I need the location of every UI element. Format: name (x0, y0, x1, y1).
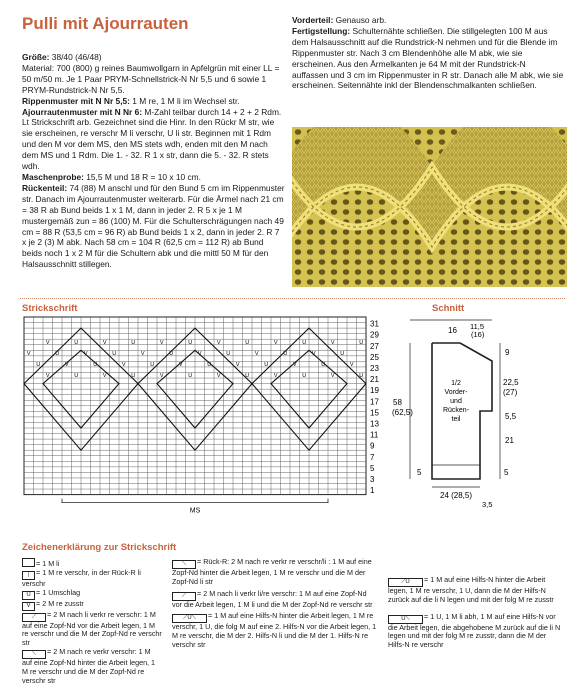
svg-text:V: V (178, 361, 183, 368)
svg-text:U: U (302, 373, 307, 380)
legend-title: Zeichenerklärung zur Strickschrift (22, 542, 177, 553)
piece-l5: teil (451, 416, 461, 423)
legend-text: = 2 M nach li verkr li/re verschr: 1 M auf eine Zopf-Nd vor die Arbeit legen, 1 M li und die M der Zopf-Nd re verschr str (172, 588, 373, 609)
svg-text:U: U (359, 339, 364, 346)
svg-text:V: V (330, 339, 335, 346)
legend-item (22, 648, 162, 685)
svg-text:U: U (169, 350, 174, 357)
knit-photo (292, 127, 567, 287)
ajour-label: Ajourrautenmuster mit N Nr 6: (22, 106, 143, 117)
dim-5a: 5 (417, 468, 422, 477)
schnitt-label: Schnitt (432, 303, 465, 314)
cross-left-purl-symbol: ⟋ (172, 592, 196, 601)
dim-55: 5,5 (505, 412, 517, 421)
svg-text:U: U (283, 350, 288, 357)
row-number: 3 (370, 474, 375, 484)
svg-text:V: V (140, 350, 145, 357)
ruecken-label: Rückenteil: (22, 182, 68, 193)
dim-11: 11,5 (470, 322, 485, 331)
page-title: Pulli mit Ajourrauten (22, 14, 189, 33)
svg-text:V: V (102, 373, 107, 380)
groesse-label: Größe: (22, 52, 50, 62)
fert-para (292, 26, 564, 91)
svg-text:U: U (207, 361, 212, 368)
svg-text:V: V (216, 373, 221, 380)
row-number: 17 (370, 397, 379, 407)
svg-text:V: V (235, 361, 240, 368)
svg-text:U: U (188, 339, 193, 346)
row-number: 11 (370, 430, 379, 440)
svg-text:U: U (112, 350, 117, 357)
maschen-label: Maschenprobe: (22, 171, 84, 182)
legend-col-3 (388, 576, 563, 650)
svg-text:U: U (226, 350, 231, 357)
row-number: 9 (370, 441, 375, 451)
k2tog-symbol: V (22, 602, 35, 611)
dim-11b: (16) (471, 330, 485, 339)
svg-text:U: U (264, 361, 269, 368)
right-column (292, 15, 564, 91)
three-st-cross-symbol: ⟋U⟍ (172, 614, 207, 623)
svg-text:V: V (216, 339, 221, 346)
svg-text:U: U (150, 361, 155, 368)
chart-label: Strickschrift (22, 303, 78, 314)
svg-text:U: U (74, 373, 79, 380)
row-number: 25 (370, 352, 379, 362)
svg-text:V: V (45, 339, 50, 346)
row-number: 29 (370, 330, 379, 340)
ajour-text: M-Zahl teilbar durch 14 + 2 + 2 Rdm. Lt Strickschrift arb. Gezeichnet sind die Hinr. In den Rückr M str, wie sie erscheinen, re verschr M li verschr, U li str. Beginnen mit 1 Rdm und den M vor dem MS, den MS stets wdh, enden mit den M nach dem MS und 1 Rdm. Die 1. - 32. R 1 x str, dann die 5. - 32. R stets wdh. (22, 106, 282, 172)
vorder-text: Genauso arb. (333, 15, 387, 25)
row-number: 7 (370, 452, 375, 462)
schematic (392, 315, 572, 515)
fert-label: Fertigstellung: (292, 25, 351, 36)
dim-625: (62,5) (392, 408, 413, 417)
legend-text: = 1 M auf eine Hilfs-N hinter die Arbeit legen, 1 M re verschr, 1 U, dann die M der Hilfs-N zurück auf die li N legen und mit der folg M re zusstr (388, 575, 554, 604)
piece-l2: Vorder- (444, 389, 468, 396)
svg-text:V: V (349, 361, 354, 368)
ruecken-para (22, 183, 285, 270)
chart-row-numbers (370, 320, 379, 496)
yo-slip-cross-symbol: U⟍ (388, 615, 423, 624)
legend-col-1 (22, 558, 162, 685)
wrong-side-cross-symbol: ⟍ (172, 560, 196, 569)
dim-16: 16 (448, 326, 457, 335)
groesse-para (22, 52, 285, 63)
row-number: 13 (370, 419, 379, 429)
legend-item (22, 569, 162, 589)
svg-text:U: U (188, 373, 193, 380)
row-number: 15 (370, 408, 379, 418)
legend-text: = 1 M re verschr, in der Rück-R li verschr (22, 567, 141, 588)
svg-text:U: U (93, 361, 98, 368)
groesse-text: 38/40 (46/48) (49, 52, 102, 62)
knit-photo-art (292, 127, 567, 287)
ruecken-text: 74 (88) M anschl und für den Bund 5 cm im Rippenmuster str. Danach im Ajourrautenmuster weiterarb. Für die Ärmel nach 21 cm = 38 R ab Bund beids 1 x 1 M, dann in jeder 2. R 5 x je 1 M mustergemäß zun = 86 (100) M. Für die Schulterschrägungen nach 49 cm = 88 R (53,5 cm = 96 R) ab Bund beids 1 x 2, dann in jeder 2. R 7 x je 2 (3) M abk. Nach 58 cm = 104 R (62,5 cm = 112 R) ab Bund beids noch 1 x 2 M für die Schultern abk und die mittl 50 M für den Halsausschnitt stillegen. (22, 182, 285, 270)
yarn-over-symbol: U (22, 591, 35, 600)
legend-text: = 1 Umschlag (36, 587, 81, 597)
svg-text:U: U (74, 339, 79, 346)
legend-text: = 1 M li (36, 559, 60, 568)
svg-text:U: U (245, 339, 250, 346)
piece-l3: und (450, 398, 462, 405)
svg-text:V: V (159, 373, 164, 380)
row-number: 27 (370, 341, 379, 351)
legend-item (172, 612, 377, 649)
dim-21: 21 (505, 436, 514, 445)
svg-text:U: U (131, 339, 136, 346)
rippen-text: 1 M re, 1 M li im Wechsel str. (129, 95, 240, 106)
svg-text:V: V (64, 361, 69, 368)
left-column (22, 52, 285, 270)
row-number: 19 (370, 386, 379, 396)
knitting-chart (20, 315, 388, 523)
legend-text: = Rück-R: 2 M nach re verkr re verschr/li : 1 M auf eine Zopf-Nd hinter die Arbeit legen, 1 M re verschr und die M der Zopf-Nd li str (172, 557, 372, 586)
svg-text:V: V (254, 350, 259, 357)
svg-text:U: U (340, 350, 345, 357)
dim-225: 22,5 (503, 378, 519, 387)
vorder-para (292, 15, 564, 26)
svg-text:V: V (121, 361, 126, 368)
row-number: 31 (370, 319, 379, 329)
row-number: 23 (370, 363, 379, 373)
svg-text:U: U (131, 373, 136, 380)
legend-item (172, 590, 377, 610)
cross-yo-dec-symbol: ⟋U (388, 578, 423, 587)
ms-bracket (62, 499, 328, 503)
svg-text:V: V (292, 361, 297, 368)
vorder-label: Vorderteil: (292, 15, 334, 25)
legend-text: = 1 U, 1 M li abh, 1 M auf eine Hilfs-N vor die Arbeit legen, die abgehobene M zurück auf die li N legen und mit der folg M re zusstr, dann die M der Hilfs-N re verschr (388, 611, 561, 650)
svg-text:U: U (245, 373, 250, 380)
svg-text:U: U (359, 373, 364, 380)
svg-text:V: V (273, 339, 278, 346)
dim-5b: 5 (504, 468, 509, 477)
svg-text:U: U (302, 339, 307, 346)
ms-label: MS (189, 507, 201, 515)
legend-item (388, 613, 563, 650)
maschen-text: 15,5 M und 18 R = 10 x 10 cm. (83, 171, 201, 182)
dim-27: (27) (503, 388, 518, 397)
legend-col-2 (172, 558, 377, 650)
dim-9: 9 (505, 348, 510, 357)
piece-l4: Rücken- (442, 407, 470, 414)
row-number: 1 (370, 486, 375, 496)
ajour-para (22, 107, 285, 172)
svg-text:U: U (36, 361, 41, 368)
row-number: 5 (370, 463, 375, 473)
row-number: 21 (370, 375, 379, 385)
svg-text:U: U (321, 361, 326, 368)
rippen-para (22, 96, 285, 107)
purl-symbol (22, 558, 35, 567)
dim-58: 58 (393, 398, 402, 407)
dim-35: 3,5 (482, 500, 493, 509)
material-para: Material: 700 (800) g reines Baumwollgarn in Apfelgrün mit einer LL = 50 m/50 m. Je 1 Paar PRYM-Schnellstrick-N Nr 5,5 und 6 sowie 1 PRYM-Rundstrick-N Nr 5,5. (22, 62, 280, 95)
legend-item (388, 576, 563, 605)
legend-text: = 2 M re zusstr (36, 598, 84, 608)
legend-text: = 2 M nach re verkr verschr: 1 M auf eine Zopf-Nd hinter die Arbeit legen, 1 M re verschr und die M der Zopf-Nd re verschr str (22, 646, 156, 685)
cross-right-symbol: ⟍ (22, 650, 46, 659)
cross-left-symbol: ⟋ (22, 613, 46, 622)
svg-text:V: V (330, 373, 335, 380)
piece-l1: 1/2 (451, 380, 461, 387)
svg-text:V: V (83, 350, 88, 357)
legend-item (172, 558, 377, 587)
svg-text:V: V (45, 373, 50, 380)
legend-item (22, 611, 162, 648)
svg-text:V: V (273, 373, 278, 380)
rippen-label: Rippenmuster mit N Nr 5,5: (22, 95, 130, 106)
knit-tbl-symbol: | (22, 571, 35, 580)
legend-text: = 2 M nach li verkr re verschr: 1 M auf eine Zopf-Nd vor die Arbeit legen, 1 M re verschr und die M der Zopf-Nd re verschr str (22, 609, 162, 648)
maschen-para (22, 172, 285, 183)
svg-text:U: U (55, 350, 60, 357)
legend-text: = 1 M auf eine Hilfs-N hinter die Arbeit legen, 1 M re verschr, 1 U, die folg M auf eine 2. Hilfs-N vor die Arbeit legen, 1 M re verschr, die M der 2. Hilfs-N li und die M der 1. Hilfs-N re verschr str (172, 611, 377, 649)
svg-text:V: V (159, 339, 164, 346)
dim-24: 24 (28,5) (440, 491, 473, 500)
divider (20, 298, 565, 299)
fert-text: Schulternähte schließen. Die stillgelegten 100 M aus dem Halsausschnitt auf die Rundstrick-N nehmen und für die Blende im Rippenmuster str. Nach 3 cm Blendenhöhe alle M abk, wie sie erscheinen. Aus den Ärmelkanten je 64 M mit der Rundstrick-N auffassen und 3 cm im Rippenmuster in R str. Danach alle M abk, wie sie erscheinen. Seitennähte inkl der Blendenschmalkanten schließen. (292, 25, 564, 91)
svg-text:V: V (197, 350, 202, 357)
svg-text:V: V (311, 350, 316, 357)
svg-text:V: V (102, 339, 107, 346)
svg-text:V: V (26, 350, 31, 357)
